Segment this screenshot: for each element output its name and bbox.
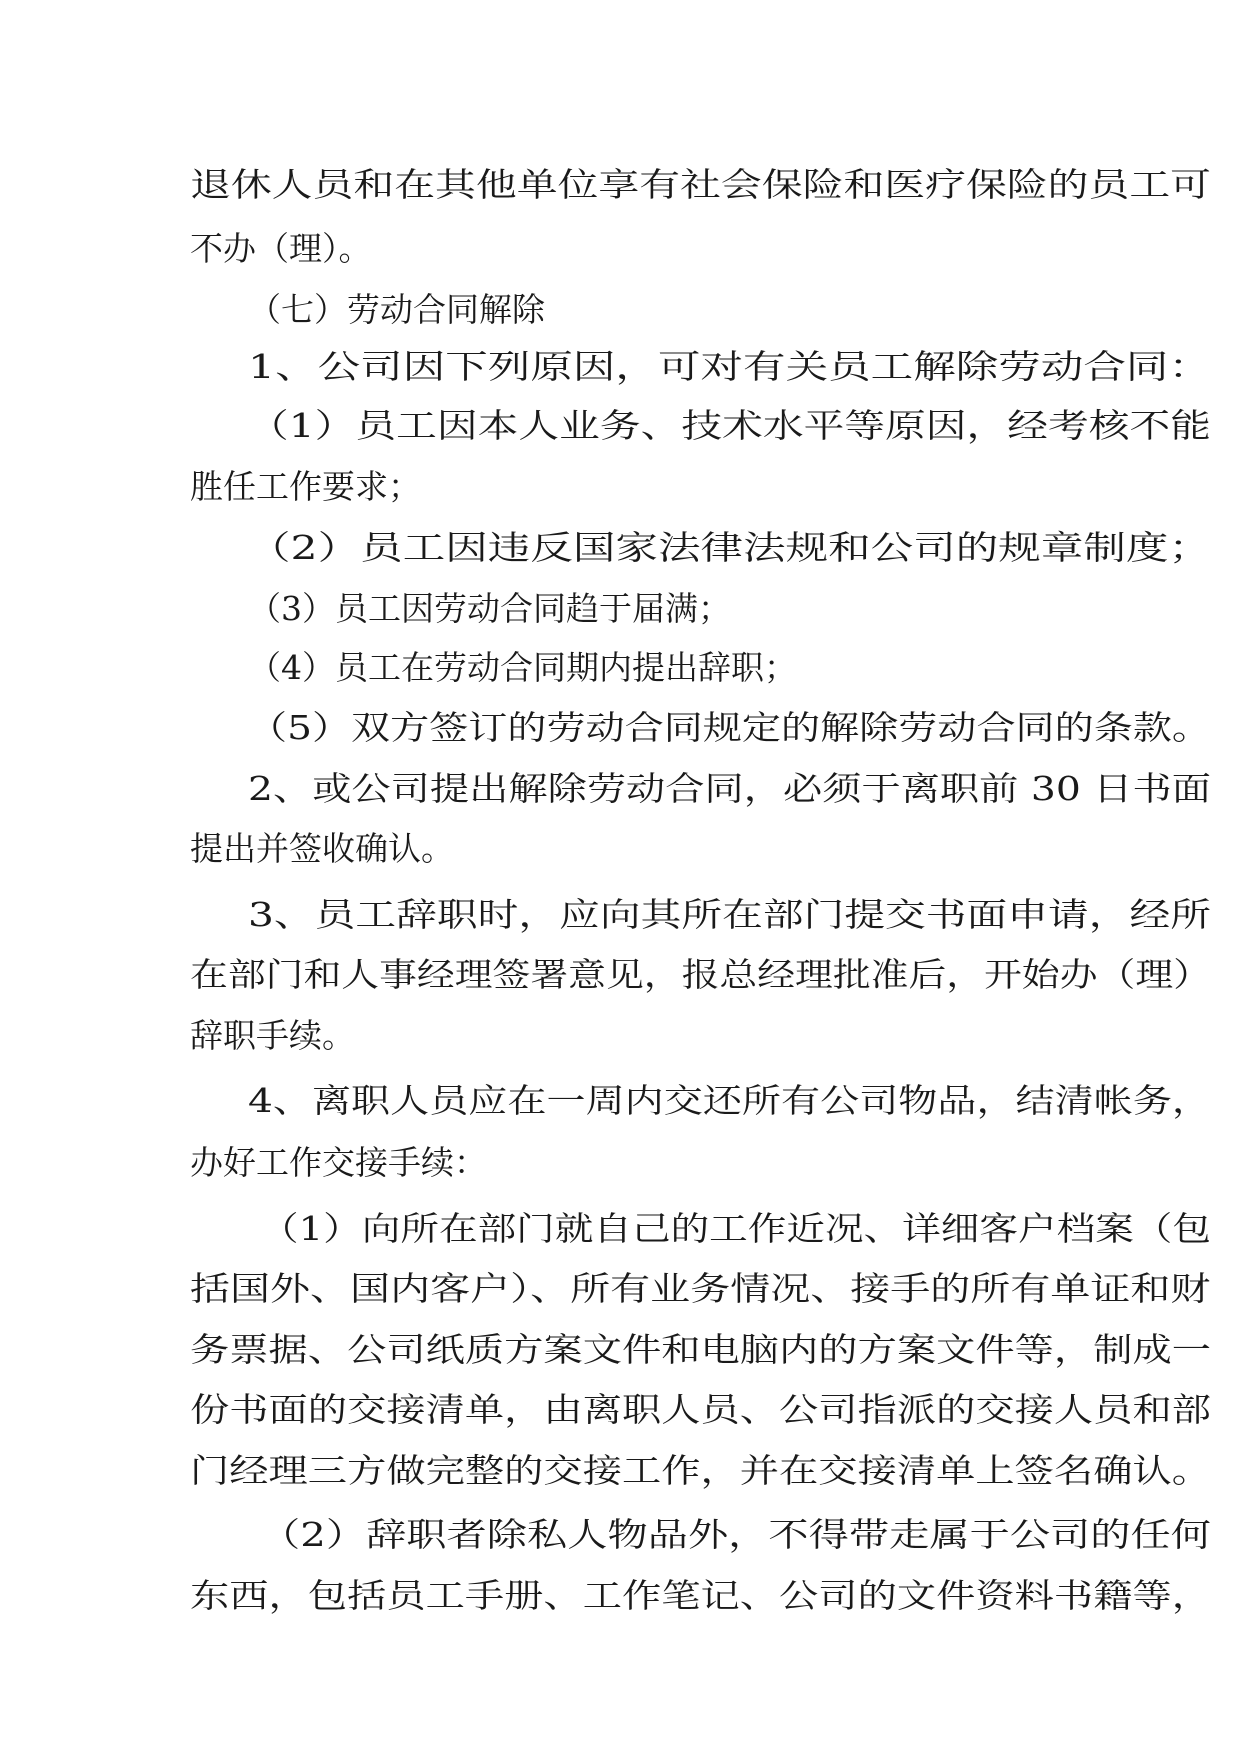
paragraph-line: 提出并签收确认。 (190, 829, 454, 868)
list-item: （2）辞职者除私人物品外，不得带走属于公司的任何 (260, 1515, 1211, 1554)
paragraph-line: 退休人员和在其他单位享有社会保险和医疗保险的员工可 (190, 165, 1211, 204)
list-item: 3、员工辞职时，应向其所在部门提交书面申请，经所 (248, 895, 1211, 934)
list-item: （3）员工因劳动合同趋于届满； (248, 589, 731, 628)
list-item: （1）向所在部门就自己的工作近况、详细客户档案（包 (260, 1209, 1211, 1248)
list-item: 2、或公司提出解除劳动合同，必须于离职前 30 日书面 (248, 769, 1211, 808)
paragraph-line: 胜任工作要求； (190, 467, 421, 506)
list-item: （5）双方签订的劳动合同规定的解除劳动合同的条款。 (248, 708, 1211, 747)
list-item: （4）员工在劳动合同期内提出辞职； (248, 648, 797, 687)
list-item: （2）员工因违反国家法律法规和公司的规章制度； (248, 528, 1211, 567)
paragraph-line: 辞职手续。 (190, 1016, 355, 1055)
paragraph-line: 门经理三方做完整的交接工作，并在交接清单上签名确认。 (190, 1451, 1211, 1490)
list-item: 4、离职人员应在一周内交还所有公司物品，结清帐务， (248, 1081, 1211, 1120)
paragraph-line: 办好工作交接手续： (190, 1143, 487, 1182)
paragraph-line: 务票据、公司纸质方案文件和电脑内的方案文件等，制成一 (190, 1330, 1211, 1369)
paragraph-line: 括国外、国内客户）、所有业务情况、接手的所有单证和财 (190, 1269, 1211, 1308)
paragraph-line: 东西，包括员工手册、工作笔记、公司的文件资料书籍等， (190, 1576, 1211, 1615)
list-item: 1、公司因下列原因，可对有关员工解除劳动合同： (248, 347, 1211, 386)
paragraph-line: 在部门和人事经理签署意见，报总经理批准后，开始办（理） (190, 955, 1211, 994)
list-item: （1）员工因本人业务、技术水平等原因，经考核不能 (248, 406, 1211, 445)
section-heading: （七）劳动合同解除 (248, 290, 545, 329)
paragraph-line: 不办（理）。 (190, 229, 372, 268)
paragraph-line: 份书面的交接清单，由离职人员、公司指派的交接人员和部 (190, 1390, 1211, 1429)
